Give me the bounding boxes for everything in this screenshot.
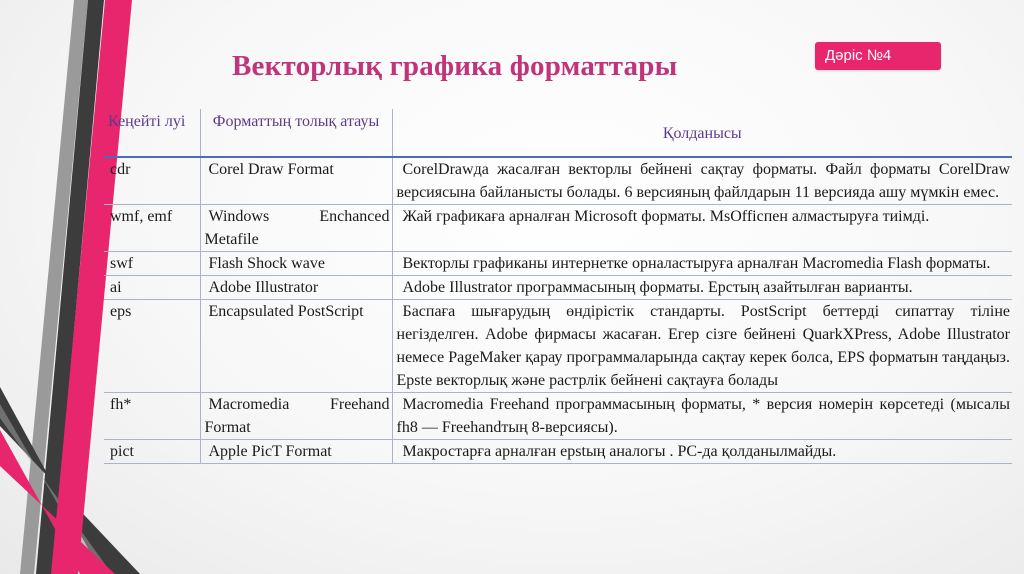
cell-extension: eps: [104, 300, 200, 393]
cell-usage: Баспаға шығарудың өндірістік стандарты. PostScript беттерді сипаттау тіліне негізделген. Adobe фирмасы жасаған. Егер сізге бейнені QuarkXPress, Adobe Illustrator немесе PageMaker қарау программаларында сақтау керек болса, EPS форматын таңдаңыз. Ерste векторлық және растрлік бейнені сақтауға болады: [392, 300, 1012, 393]
lecture-badge: Дәріс №4: [815, 42, 941, 70]
cell-extension: pict: [104, 440, 200, 464]
formats-table: [104, 109, 1012, 464]
cell-usage: Macromedia Freehand программасының форматы, * версия номерін көрсетеді (мысалы fh8 — Freehandтың 8-версиясы).: [392, 393, 1012, 440]
slide-title: Векторлық графика форматтары: [232, 50, 678, 82]
table-row: [104, 393, 1012, 440]
cell-format-name: Windows Enchanced Metafile: [200, 205, 392, 252]
table-row: [104, 300, 1012, 393]
cell-format-name: Corel Draw Format: [200, 157, 392, 205]
cell-format-name: Adobe Illustrator: [200, 276, 392, 300]
cell-extension: wmf, emf: [104, 205, 200, 252]
table-row: [104, 205, 1012, 252]
table-row: [104, 157, 1012, 205]
table-row: [104, 276, 1012, 300]
cell-extension: cdr: [104, 157, 200, 205]
cell-extension: swf: [104, 252, 200, 276]
header-extension: Кеңейті луі: [104, 109, 200, 157]
header-usage: Қолданысы: [392, 109, 1012, 157]
cell-usage: CorelDrawда жасалған векторлы бейнені сақтау форматы. Файл форматы CorelDraw версиясына байланысты болады. 6 версияның файлдарын 11 версияда ашу мүмкін емес.: [392, 157, 1012, 205]
cell-extension: fh*: [104, 393, 200, 440]
cell-format-name: Macromedia Freehand Format: [200, 393, 392, 440]
table-row: [104, 440, 1012, 464]
table-header-row: [104, 109, 1012, 157]
cell-format-name: Apple PicT Format: [200, 440, 392, 464]
cell-extension: ai: [104, 276, 200, 300]
cell-usage: Adobe Illustrator программасының форматы. Ерстың азайтылған варианты.: [392, 276, 1012, 300]
header-full-name: Форматтың толық атауы: [200, 109, 392, 157]
cell-usage: Векторлы графиканы интернетке орналастыруға арналған Macromedia Flash форматы.: [392, 252, 1012, 276]
cell-format-name: Flash Shock wave: [200, 252, 392, 276]
cell-format-name: Encapsulated PostScript: [200, 300, 392, 393]
cell-usage: Макростарға арналған ерstың аналогы . PC-да қолданылмайды.: [392, 440, 1012, 464]
table-row: [104, 252, 1012, 276]
cell-usage: Жай графикаға арналған Microsoft форматы. MsOfficпен алмастыруға тиімді.: [392, 205, 1012, 252]
